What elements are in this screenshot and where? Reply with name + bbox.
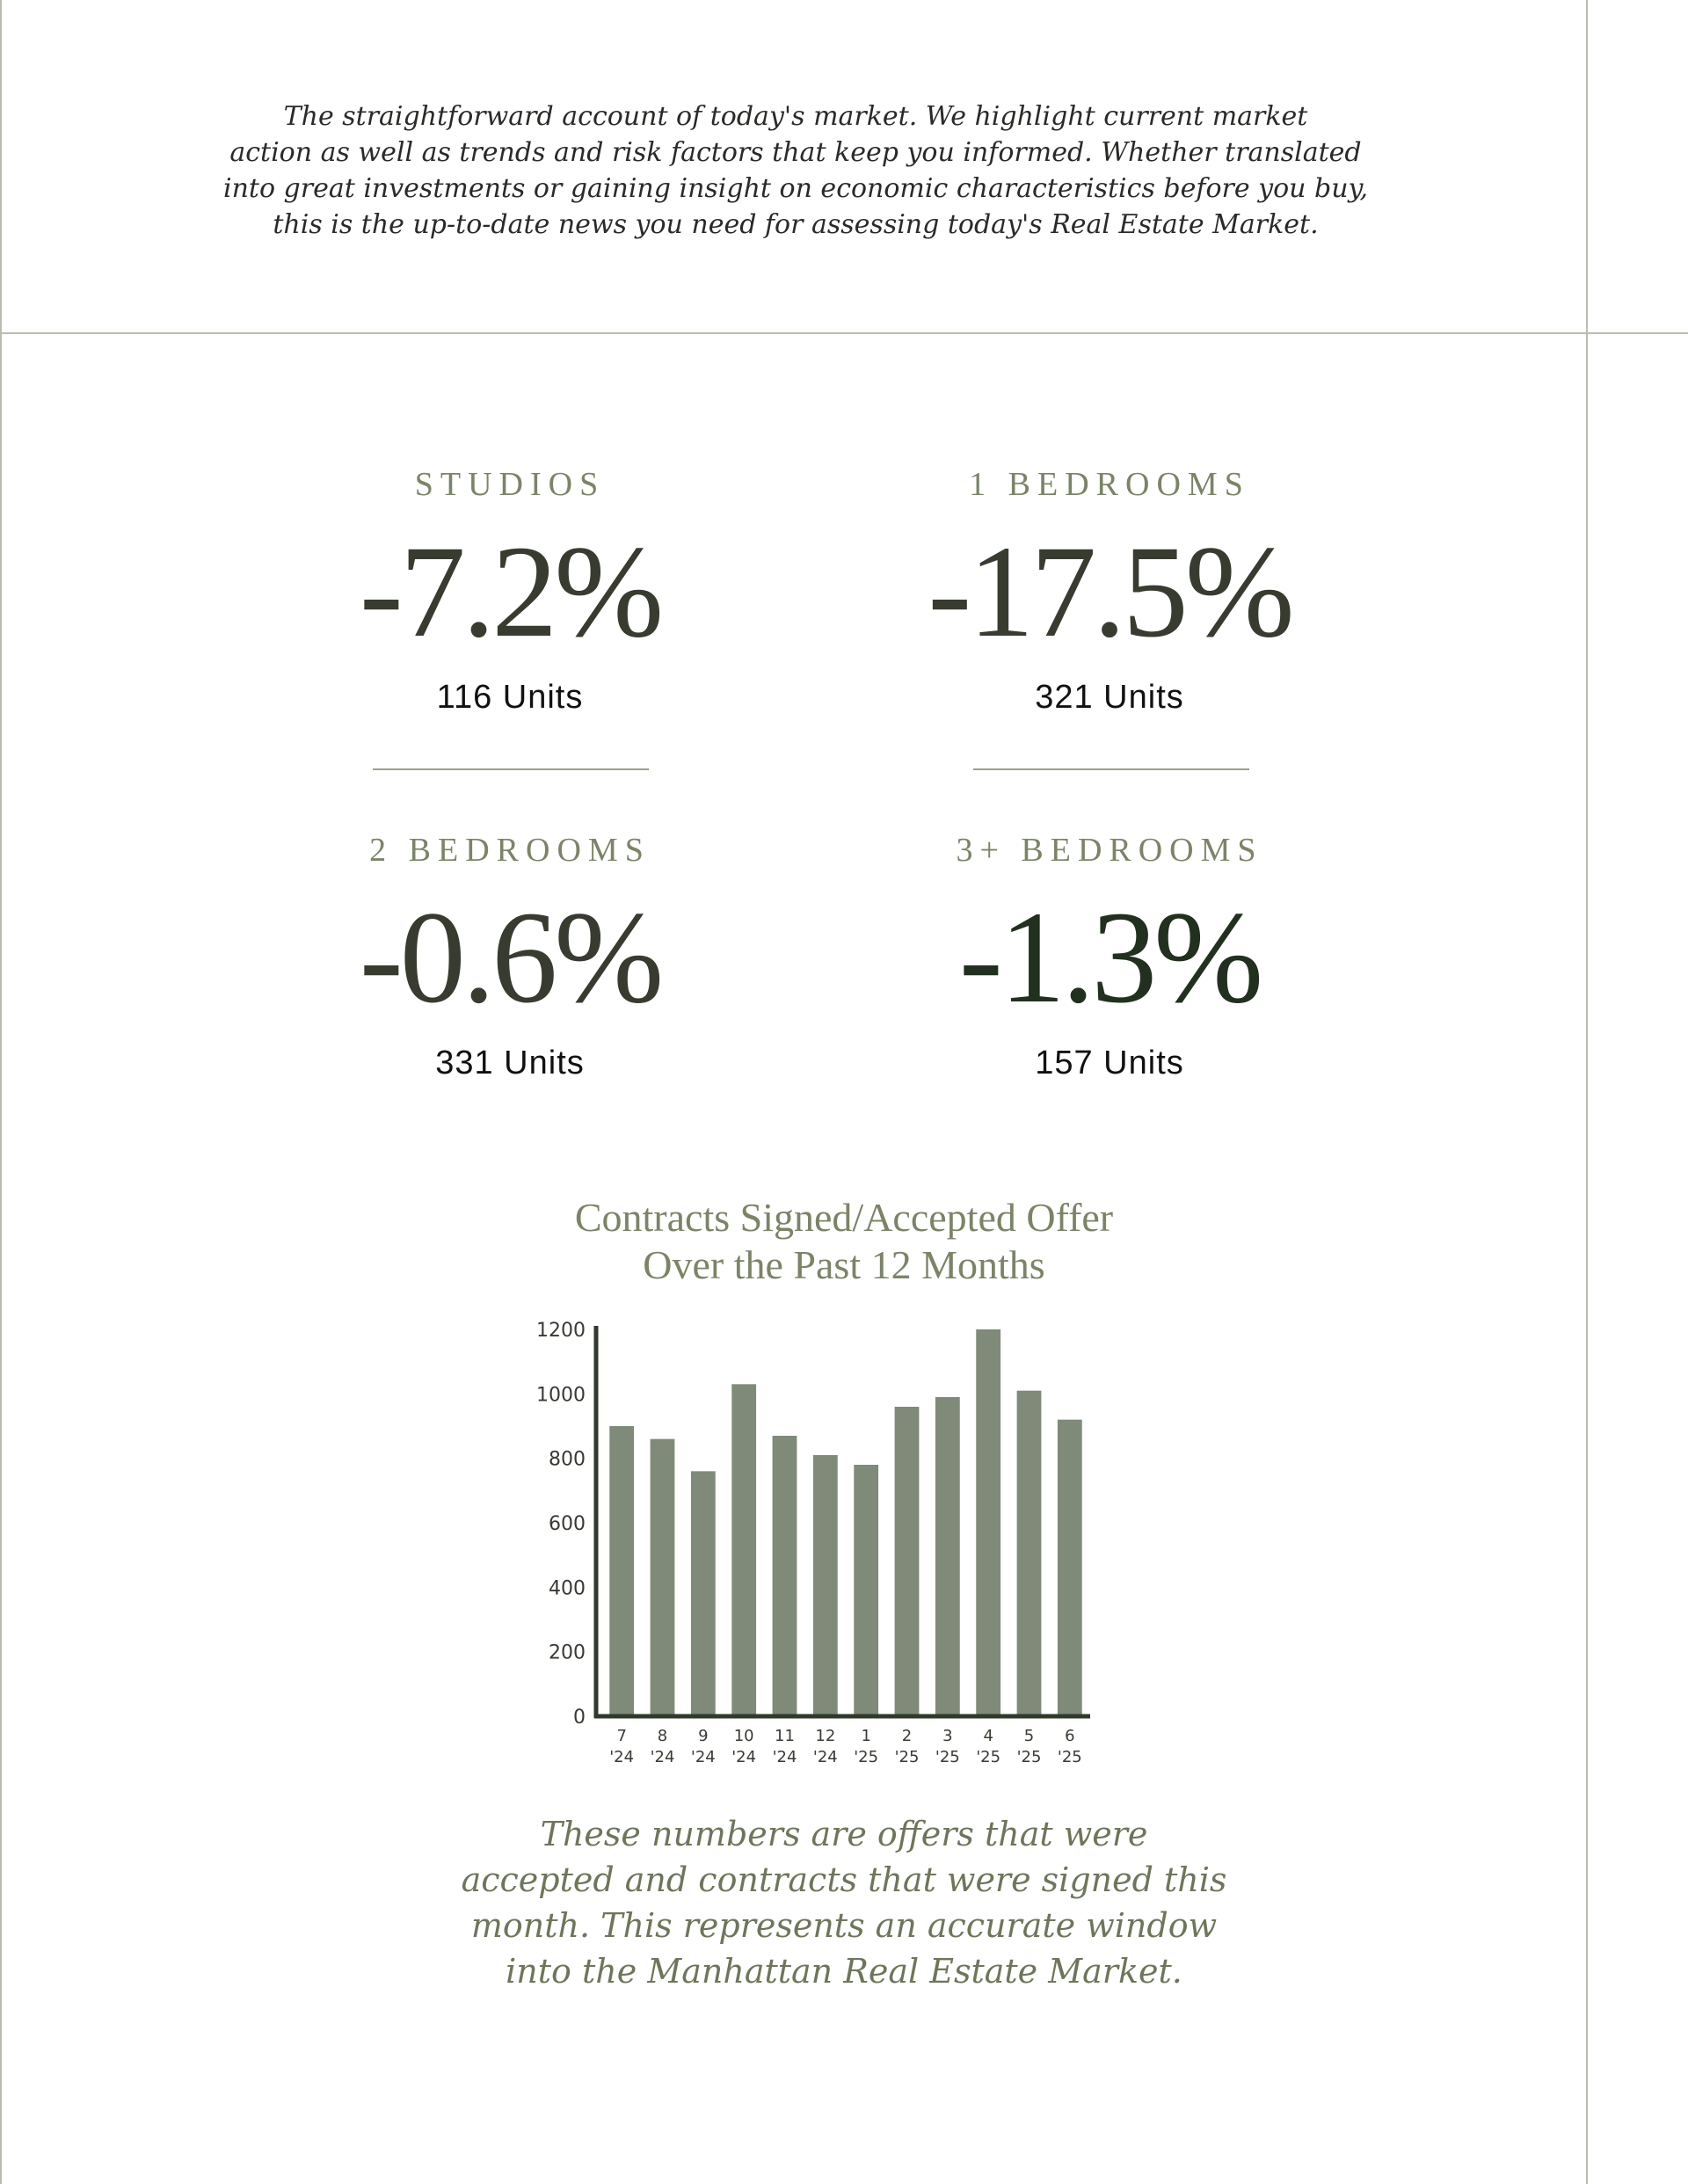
stat-divider: [373, 768, 649, 770]
y-tick-label: 400: [549, 1577, 586, 1600]
x-tick-year: '25: [894, 1748, 920, 1766]
x-tick-month: 3: [942, 1727, 953, 1745]
stat-units: 321 Units: [1035, 679, 1184, 716]
stat-label: 2 BEDROOMS: [369, 832, 651, 869]
stat-studios: [246, 464, 774, 717]
bar: [976, 1329, 1000, 1716]
x-tick-month: 11: [775, 1727, 795, 1745]
stat-1-bedrooms: [846, 464, 1373, 717]
stat-label: 3+ BEDROOMS: [956, 832, 1263, 869]
x-tick-month: 4: [983, 1727, 993, 1745]
stat-label: 1 BEDROOMS: [969, 466, 1250, 503]
bar: [895, 1407, 920, 1716]
stat-label: STUDIOS: [414, 466, 606, 503]
page-border-left: [0, 0, 2, 2184]
bar: [854, 1465, 878, 1716]
stat-units: 116 Units: [436, 679, 584, 716]
y-tick-label: 1000: [536, 1384, 586, 1407]
bar: [935, 1397, 960, 1716]
bar: [691, 1471, 716, 1716]
x-tick-month: 1: [861, 1727, 871, 1745]
x-tick-year: '25: [935, 1748, 960, 1766]
stat-value: -1.3%: [958, 885, 1261, 1030]
x-tick-year: '25: [976, 1748, 1001, 1766]
intro-line: this is the up-to-date news you need for assessing today's Real Estate Market.: [273, 209, 1319, 240]
section-divider: [0, 332, 1688, 334]
x-tick-year: '25: [854, 1748, 879, 1766]
stat-value: -7.2%: [359, 519, 661, 665]
x-tick-month: 12: [815, 1727, 836, 1745]
y-tick-label: 200: [549, 1642, 586, 1664]
y-tick-label: 1200: [536, 1320, 586, 1342]
x-tick-year: '24: [650, 1748, 675, 1766]
bar: [773, 1436, 797, 1716]
intro-line: into great investments or gaining insight on economic characteristics before you buy,: [222, 173, 1369, 204]
chart-title: [404, 1194, 1284, 1289]
chart-title-line: Over the Past 12 Months: [643, 1242, 1045, 1287]
bar: [1058, 1420, 1082, 1716]
intro-paragraph: [220, 98, 1372, 243]
page-border-right: [1586, 0, 1588, 2184]
bar: [609, 1426, 634, 1716]
x-tick-year: '24: [690, 1748, 716, 1766]
stat-units: 157 Units: [1035, 1045, 1184, 1081]
bar: [813, 1455, 838, 1716]
bar: [1017, 1391, 1042, 1716]
x-tick-year: '24: [812, 1748, 838, 1766]
x-tick-month: 10: [733, 1727, 754, 1745]
y-tick-label: 0: [573, 1707, 586, 1729]
intro-line: The straightforward account of today's market. We highlight current market: [283, 101, 1308, 132]
caption-line: These numbers are offers that were: [540, 1815, 1148, 1853]
y-tick-label: 800: [549, 1448, 586, 1471]
y-tick-label: 600: [549, 1513, 586, 1535]
chart-caption: [404, 1811, 1284, 1994]
caption-line: into the Manhattan Real Estate Market.: [506, 1952, 1182, 1991]
x-tick-month: 6: [1065, 1727, 1075, 1745]
x-tick-month: 2: [901, 1727, 913, 1745]
bar: [651, 1439, 675, 1716]
chart-title-line: Contracts Signed/Accepted Offer: [574, 1195, 1114, 1240]
caption-line: accepted and contracts that were signed this: [461, 1860, 1227, 1899]
x-tick-year: '25: [1016, 1748, 1042, 1766]
caption-line: month. This represents an accurate window: [470, 1906, 1218, 1945]
stat-units: 331 Units: [435, 1045, 585, 1081]
intro-line: action as well as trends and risk factors that keep you informed. Whether translated: [229, 137, 1362, 168]
bar: [731, 1384, 756, 1716]
stat-value: -0.6%: [359, 885, 661, 1030]
contracts-bar-chart: [510, 1310, 1108, 1776]
x-tick-year: '24: [609, 1748, 635, 1766]
x-tick-month: 5: [1023, 1727, 1035, 1745]
stat-3plus-bedrooms: [846, 830, 1373, 1082]
stat-divider: [973, 768, 1249, 770]
x-tick-month: 7: [616, 1727, 627, 1745]
x-tick-year: '24: [772, 1748, 797, 1766]
x-tick-month: 9: [698, 1727, 709, 1745]
stat-value: -17.5%: [928, 519, 1291, 665]
x-tick-year: '25: [1057, 1748, 1082, 1766]
x-tick-month: 8: [657, 1727, 668, 1745]
stat-2-bedrooms: [246, 830, 774, 1082]
x-tick-year: '24: [731, 1748, 757, 1766]
